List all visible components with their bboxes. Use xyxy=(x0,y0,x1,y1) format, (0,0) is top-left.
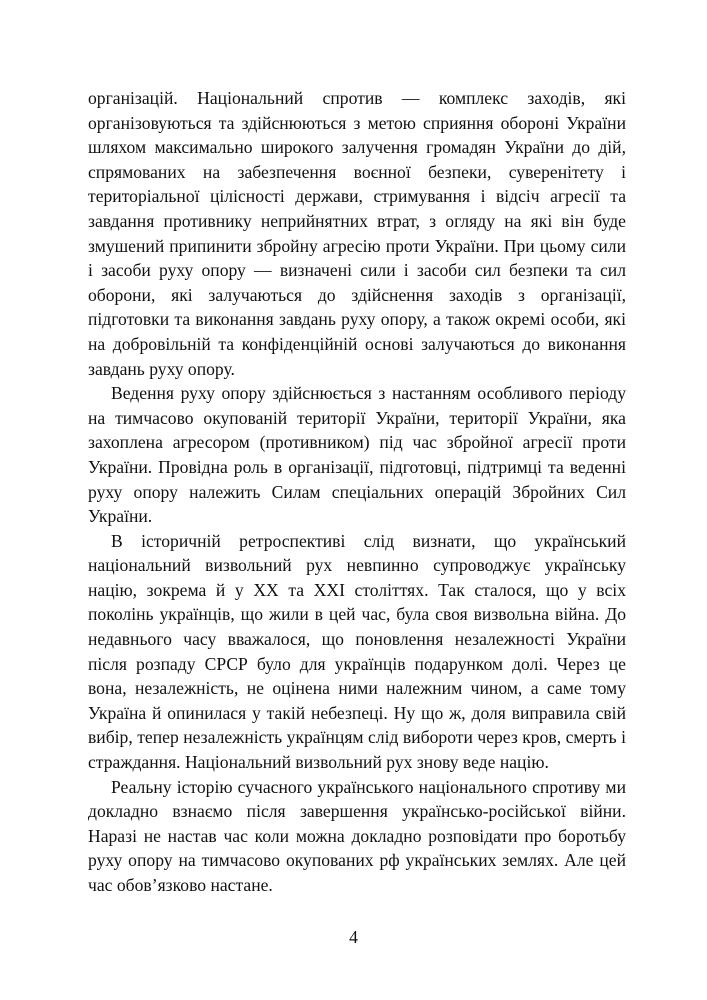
paragraph-historical-retrospective: В історичній ретроспективі слід визнати, що український національний визвольний рух невпинно супроводжує українську націю, зокрема й у XX та XXI століттях. Так сталося, що у всіх поколінь українців, що жили в цей час, була своя визвольна війна. До недавнього часу вважалося, що поновлення незалежності України після розпаду СРСР було для українців подарунком долі. Через це вона, незалежність, не оцінена ними належним чином, а саме тому Україна й опинилася у такій небезпеці. Ну що ж, доля виправила свій вибір, тепер незалежність українцям слід вибороти через кров, смерть і страждання. Національний визвольний рух знову веде націю. xyxy=(88,530,626,773)
page-number: 4 xyxy=(349,927,358,947)
paragraph-real-history: Реальну історію сучасного українського національного спротиву ми докладно взнаємо після завершення українсько-російської війни. Наразі не настав час коли можна докладно розповідати про боротьбу руху опору на тимчасово окупованих рф українських землях. Але цей час обов’язково настане. xyxy=(88,776,626,895)
page-body xyxy=(88,86,626,898)
paragraph-continuation: організацій. Національний спротив — комплекс заходів, які організовуються та здійснюються з метою сприяння обороні України шляхом максимально широкого залучення громадян України до дій, спрямованих на забезпечення воєнної безпеки, суверенітету і територіальної цілісності держави, стримування і відсіч агресії та завдання противнику неприйнятних втрат, з огляду на які він буде змушений припинити збройну агресію проти України. При цьому сили і засоби руху опору — визначені сили і засоби сил безпеки та сил оборони, які залучаються до здійснення заходів з організації, підготовки та виконання завдань руху опору, а також окремі особи, які на добровільній та конфіденційній основі залучаються до виконання завдань руху опору. xyxy=(88,88,626,379)
paragraph-resistance-conduct: Ведення руху опору здійснюється з настанням особливого періоду на тимчасово окупованій території України, території України, яка захоплена агресором (противником) під час збройної агресії проти України. Провідна роль в організації, підготовці, підтримці та веденні руху опору належить Силам спеціальних операцій Збройних Сил України. xyxy=(88,383,626,527)
